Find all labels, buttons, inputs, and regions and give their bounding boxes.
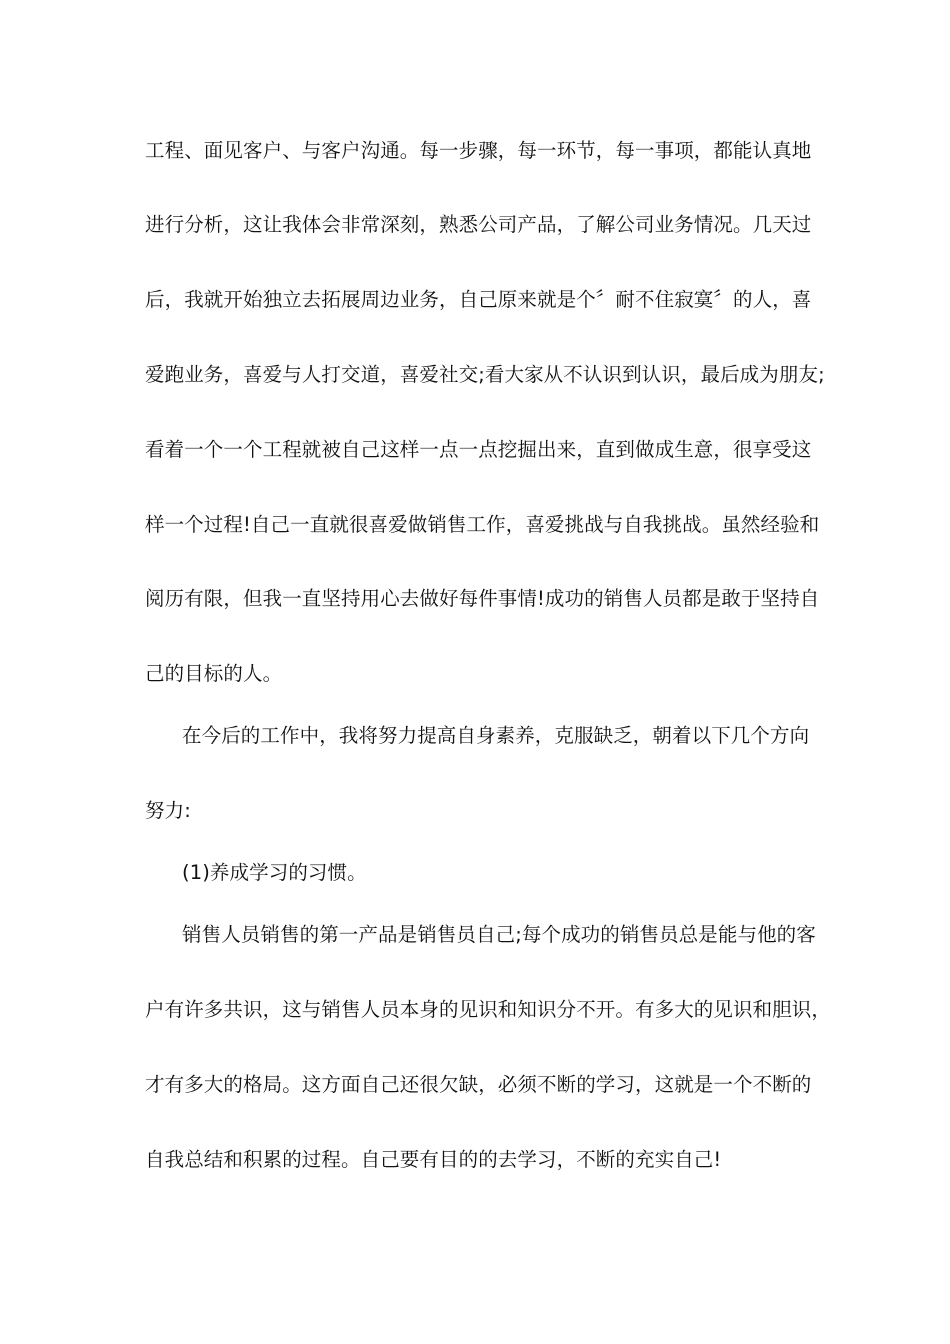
text-line-5: 看着一个一个工程就被自己这样一点一点挖掘出来，直到做成生意，很享受这 — [145, 438, 812, 461]
text-line-8: 己的目标的人。 — [145, 662, 283, 685]
text-line-1: 工程、面见客户、与客户沟通。每一步骤，每一环节，每一事项，都能认真地 — [145, 139, 812, 162]
text-line-4: 爱跑业务，喜爱与人打交道，喜爱社交;看大家从不认识到认识，最后成为朋友; — [145, 363, 825, 386]
paragraph-body-line-1: 销售人员销售的第一产品是销售员自己;每个成功的销售员总是能与他的客 — [182, 923, 816, 946]
text-line-6: 样一个过程!自己一直就很喜爱做销售工作，喜爱挑战与自我挑战。虽然经验和 — [145, 513, 820, 536]
paragraph-intro-line-1: 在今后的工作中，我将努力提高自身素养，克服缺乏，朝着以下几个方向 — [182, 724, 810, 747]
text-line-3: 后，我就开始独立去拓展周边业务，自己原来就是个〞耐不住寂寞〞的人，喜 — [145, 288, 812, 311]
paragraph-body-line-3: 才有多大的格局。这方面自己还很欠缺，必须不断的学习，这就是一个不断的 — [145, 1073, 812, 1096]
text-line-2: 进行分析，这让我体会非常深刻，熟悉公司产品，了解公司业务情况。几天过 — [145, 213, 812, 236]
paragraph-body-line-2: 户有许多共识，这与销售人员本身的见识和知识分不开。有多大的见识和胆识， — [145, 998, 832, 1021]
paragraph-intro-line-2: 努力: — [145, 799, 191, 822]
section-heading: (1)养成学习的习惯。 — [182, 861, 367, 884]
paragraph-body-line-4: 自我总结和积累的过程。自己要有目的的去学习，不断的充实自己! — [145, 1148, 722, 1171]
text-line-7: 阅历有限，但我一直坚持用心去做好每件事情!成功的销售人员都是敢于坚持自 — [145, 587, 820, 610]
